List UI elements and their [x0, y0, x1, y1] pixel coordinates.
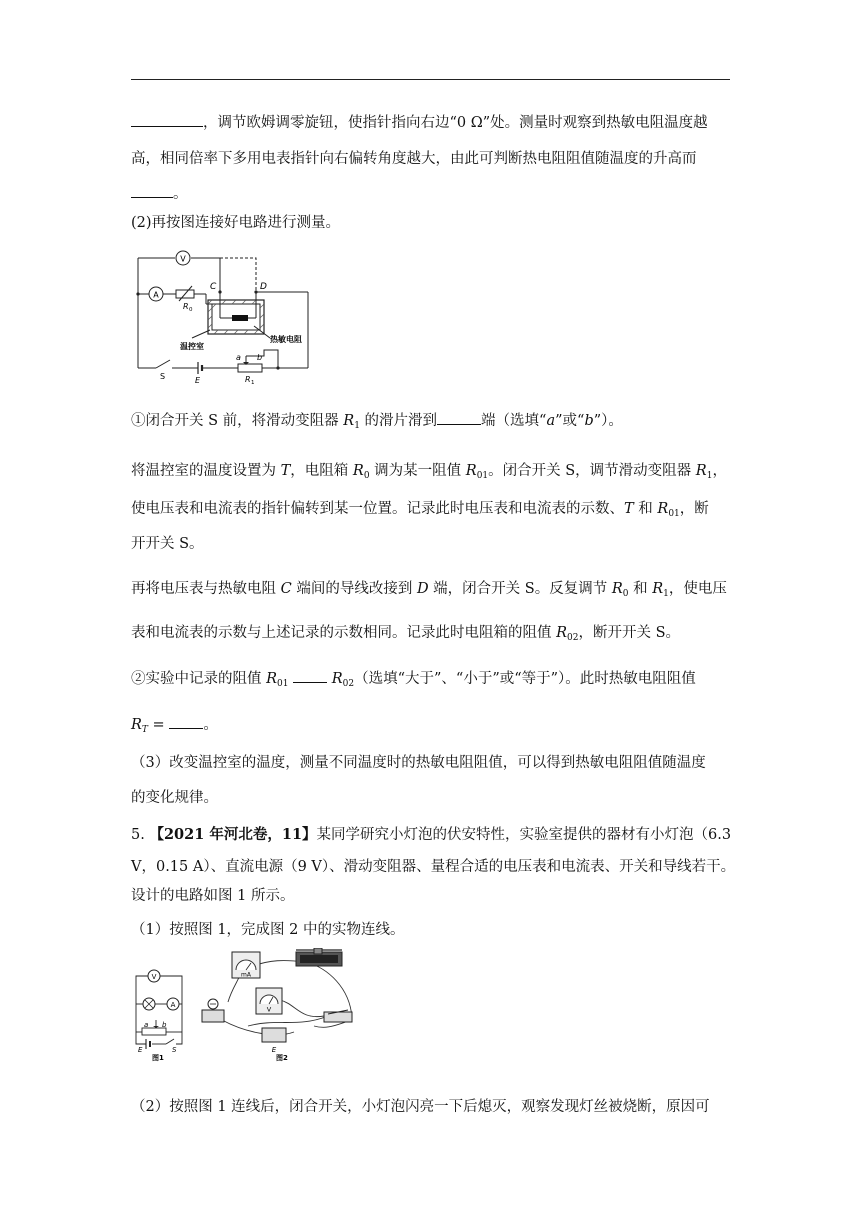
circuit-figure-1	[128, 246, 318, 384]
lamp-holder	[202, 1010, 224, 1022]
answer-blank[interactable]	[169, 714, 203, 729]
para-line-11: ②实验中记录的阻值 $R_{01}$ $R_{02}$（选填“大于”、“小于”或“等于”）。此时热敏电阻阻值	[131, 668, 736, 689]
svg-text:0: 0	[189, 307, 193, 313]
para-line-16: V，0.15 A）、直流电源（9 V）、滑动变阻器、量程合适的电压表和电流表、开关和导线若干。	[131, 859, 736, 875]
para-line-3: 。	[131, 183, 736, 204]
svg-text:图2: 图2	[276, 1054, 288, 1062]
para-line-6: 将温控室的温度设置为 T，电阻箱 $R_0$ 调为某一阻值 $R_{01}$。闭合开关 S，调节滑动变阻器 $R_1$，	[131, 463, 727, 481]
para-line-8: 开开关 S。	[131, 536, 204, 552]
thermistor-element	[232, 315, 248, 321]
svg-text:A: A	[153, 290, 159, 300]
svg-text:D: D	[260, 282, 267, 292]
svg-text:温控室: 温控室	[180, 342, 204, 351]
svg-text:V: V	[180, 254, 186, 264]
svg-text:E: E	[195, 376, 201, 384]
para-line-13: （3）改变温控室的温度，测量不同温度时的热敏电阻阻值，可以得到热敏电阻阻值随温度	[131, 755, 706, 771]
question-5-heading: 5. 【2021 年河北卷，11】某同学研究小灯泡的伏安特性，实验室提供的器材有小灯泡（6.3	[131, 826, 732, 843]
para-line-5: ①闭合开关 S 前，将滑动变阻器 $R_1$ 的滑片滑到 端（选填“a”或“b”）。	[131, 410, 736, 431]
para-line-1: ，调节欧姆调零旋钮，使指针指向右边“0 Ω”处。测量时观察到热敏电阻温度越	[131, 112, 736, 133]
svg-text:R: R	[183, 302, 189, 311]
svg-text:V: V	[266, 1005, 272, 1014]
svg-text:C: C	[210, 282, 217, 292]
svg-text:R: R	[245, 375, 251, 384]
svg-text:a: a	[236, 353, 241, 362]
answer-blank[interactable]	[437, 410, 481, 425]
circuit-figure-2	[128, 948, 368, 1062]
svg-text:V: V	[151, 973, 157, 981]
answer-blank[interactable]	[293, 668, 327, 683]
svg-text:mA: mA	[241, 971, 251, 979]
para-line-7: 使电压表和电流表的指针偏转到某一位置。记录此时电压表和电流表的示数、T 和 $R_{01}$，断	[131, 501, 709, 519]
para-line-12: $R_T$ = 。	[131, 714, 736, 735]
answer-blank[interactable]	[131, 112, 203, 127]
battery-box	[262, 1028, 286, 1042]
para-line-17: 设计的电路如图 1 所示。	[131, 888, 295, 904]
para-line-14: 的变化规律。	[131, 790, 218, 806]
para-line-10: 表和电流表的示数与上述记录的示数相同。记录此时电阻箱的阻值 $R_{02}$，断开开关 S。	[131, 625, 681, 643]
svg-text:图1: 图1	[152, 1054, 164, 1062]
para-line-2: 高，相同倍率下多用电表指针向右偏转角度越大，由此可判断热电阻阻值随温度的升高而	[131, 151, 697, 167]
svg-text:E: E	[271, 1046, 277, 1054]
svg-text:A: A	[170, 1001, 176, 1009]
svg-text:b: b	[162, 1021, 167, 1029]
answer-blank[interactable]	[131, 183, 173, 198]
para-line-9: 再将电压表与热敏电阻 C 端间的导线改接到 D 端，闭合开关 S。反复调节 $R_0$ 和 $R_1$，使电压	[131, 581, 727, 599]
para-line-4: (2)再按图连接好电路进行测量。	[131, 215, 341, 231]
svg-text:E: E	[138, 1046, 143, 1054]
svg-text:1: 1	[251, 380, 255, 384]
svg-text:S: S	[172, 1046, 177, 1054]
header-rule	[131, 79, 730, 80]
para-line-18: （1）按照图 1，完成图 2 中的实物连线。	[131, 922, 405, 938]
para-line-19: （2）按照图 1 连线后，闭合开关，小灯泡闪亮一下后熄灭，观察发现灯丝被烧断，原因可	[131, 1099, 710, 1115]
svg-text:热敏电阻: 热敏电阻	[270, 335, 302, 344]
svg-text:b: b	[257, 353, 263, 362]
svg-text:a: a	[144, 1021, 149, 1029]
svg-text:S: S	[160, 372, 166, 381]
